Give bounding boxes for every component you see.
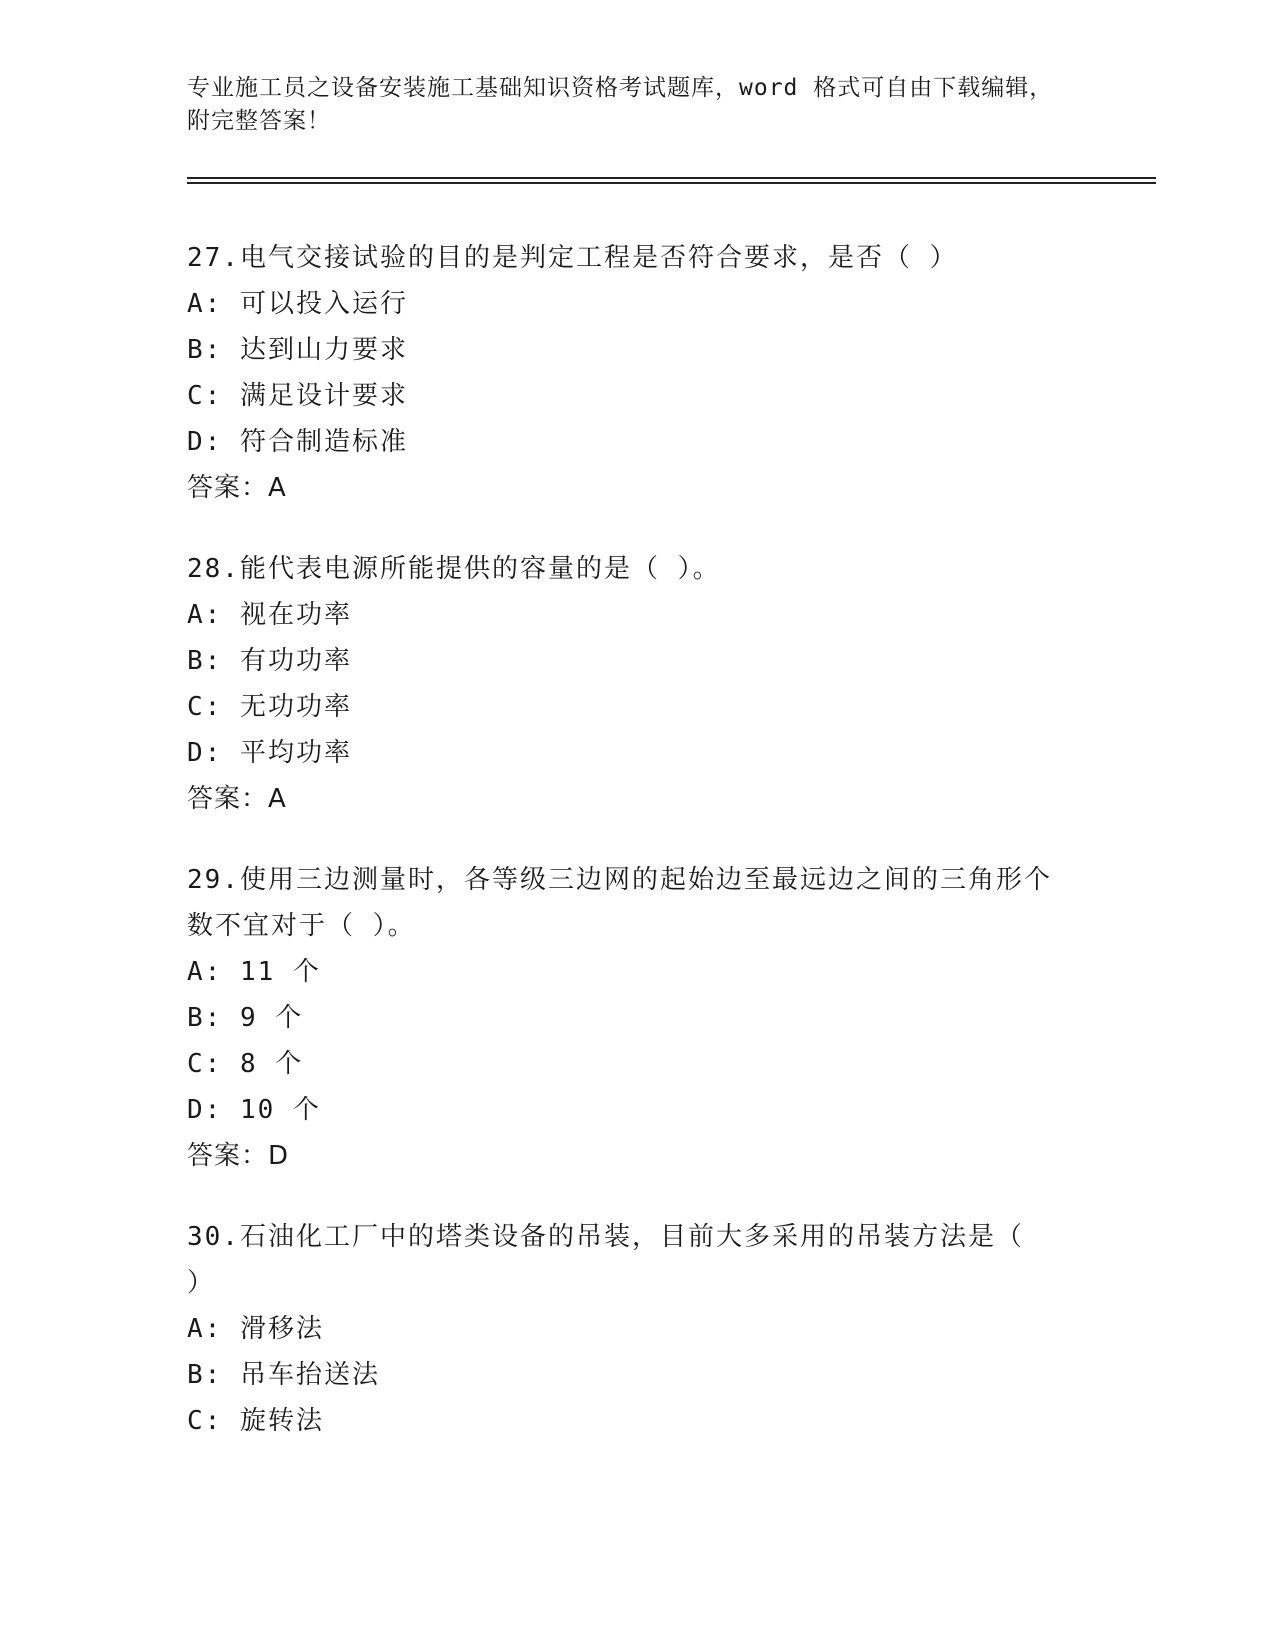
question-stem-line-2: ） (187, 1268, 216, 1298)
option-b: B: 达到山力要求 (187, 335, 408, 365)
question-29 (187, 857, 1087, 1179)
question-list (187, 235, 1087, 1479)
option-c: C: 8 个 (187, 1049, 304, 1079)
option-d: D: 符合制造标准 (187, 427, 408, 457)
question-28 (187, 546, 1087, 822)
question-stem: 28.能代表电源所能提供的容量的是（ ）。 (187, 554, 721, 584)
option-d: D: 10 个 (187, 1095, 321, 1125)
question-stem: 27.电气交接试验的目的是判定工程是否符合要求，是否（ ） (187, 243, 958, 273)
header-divider-bottom (187, 182, 1156, 184)
option-a: A: 可以投入运行 (187, 289, 408, 319)
header-divider-top (187, 177, 1156, 179)
answer: 答案：D (187, 1141, 290, 1171)
question-stem-line-2: 数不宜对于（ ）。 (187, 911, 416, 941)
question-stem-line-1: 29.使用三边测量时，各等级三边网的起始边至最远边之间的三角形个 (187, 865, 1052, 895)
option-a: A: 视在功率 (187, 600, 352, 630)
header-line-1: 专业施工员之设备安装施工基础知识资格考试题库，word 格式可自由下载编辑， (187, 75, 1054, 101)
question-30 (187, 1214, 1087, 1444)
option-b: B: 有功功率 (187, 646, 352, 676)
option-c: C: 满足设计要求 (187, 381, 408, 411)
answer: 答案：A (187, 784, 287, 814)
question-stem-line-1: 30.石油化工厂中的塔类设备的吊装，目前大多采用的吊装方法是（ (187, 1222, 1024, 1252)
option-b: B: 吊车抬送法 (187, 1360, 380, 1390)
option-a: A: 11 个 (187, 957, 321, 987)
option-c: C: 无功功率 (187, 692, 352, 722)
answer: 答案：A (187, 473, 287, 503)
header-line-2: 附完整答案！ (187, 108, 331, 134)
option-b: B: 9 个 (187, 1003, 304, 1033)
document-header (187, 72, 1087, 138)
option-c: C: 旋转法 (187, 1406, 324, 1436)
option-a: A: 滑移法 (187, 1314, 324, 1344)
question-27 (187, 235, 1087, 511)
option-d: D: 平均功率 (187, 738, 352, 768)
